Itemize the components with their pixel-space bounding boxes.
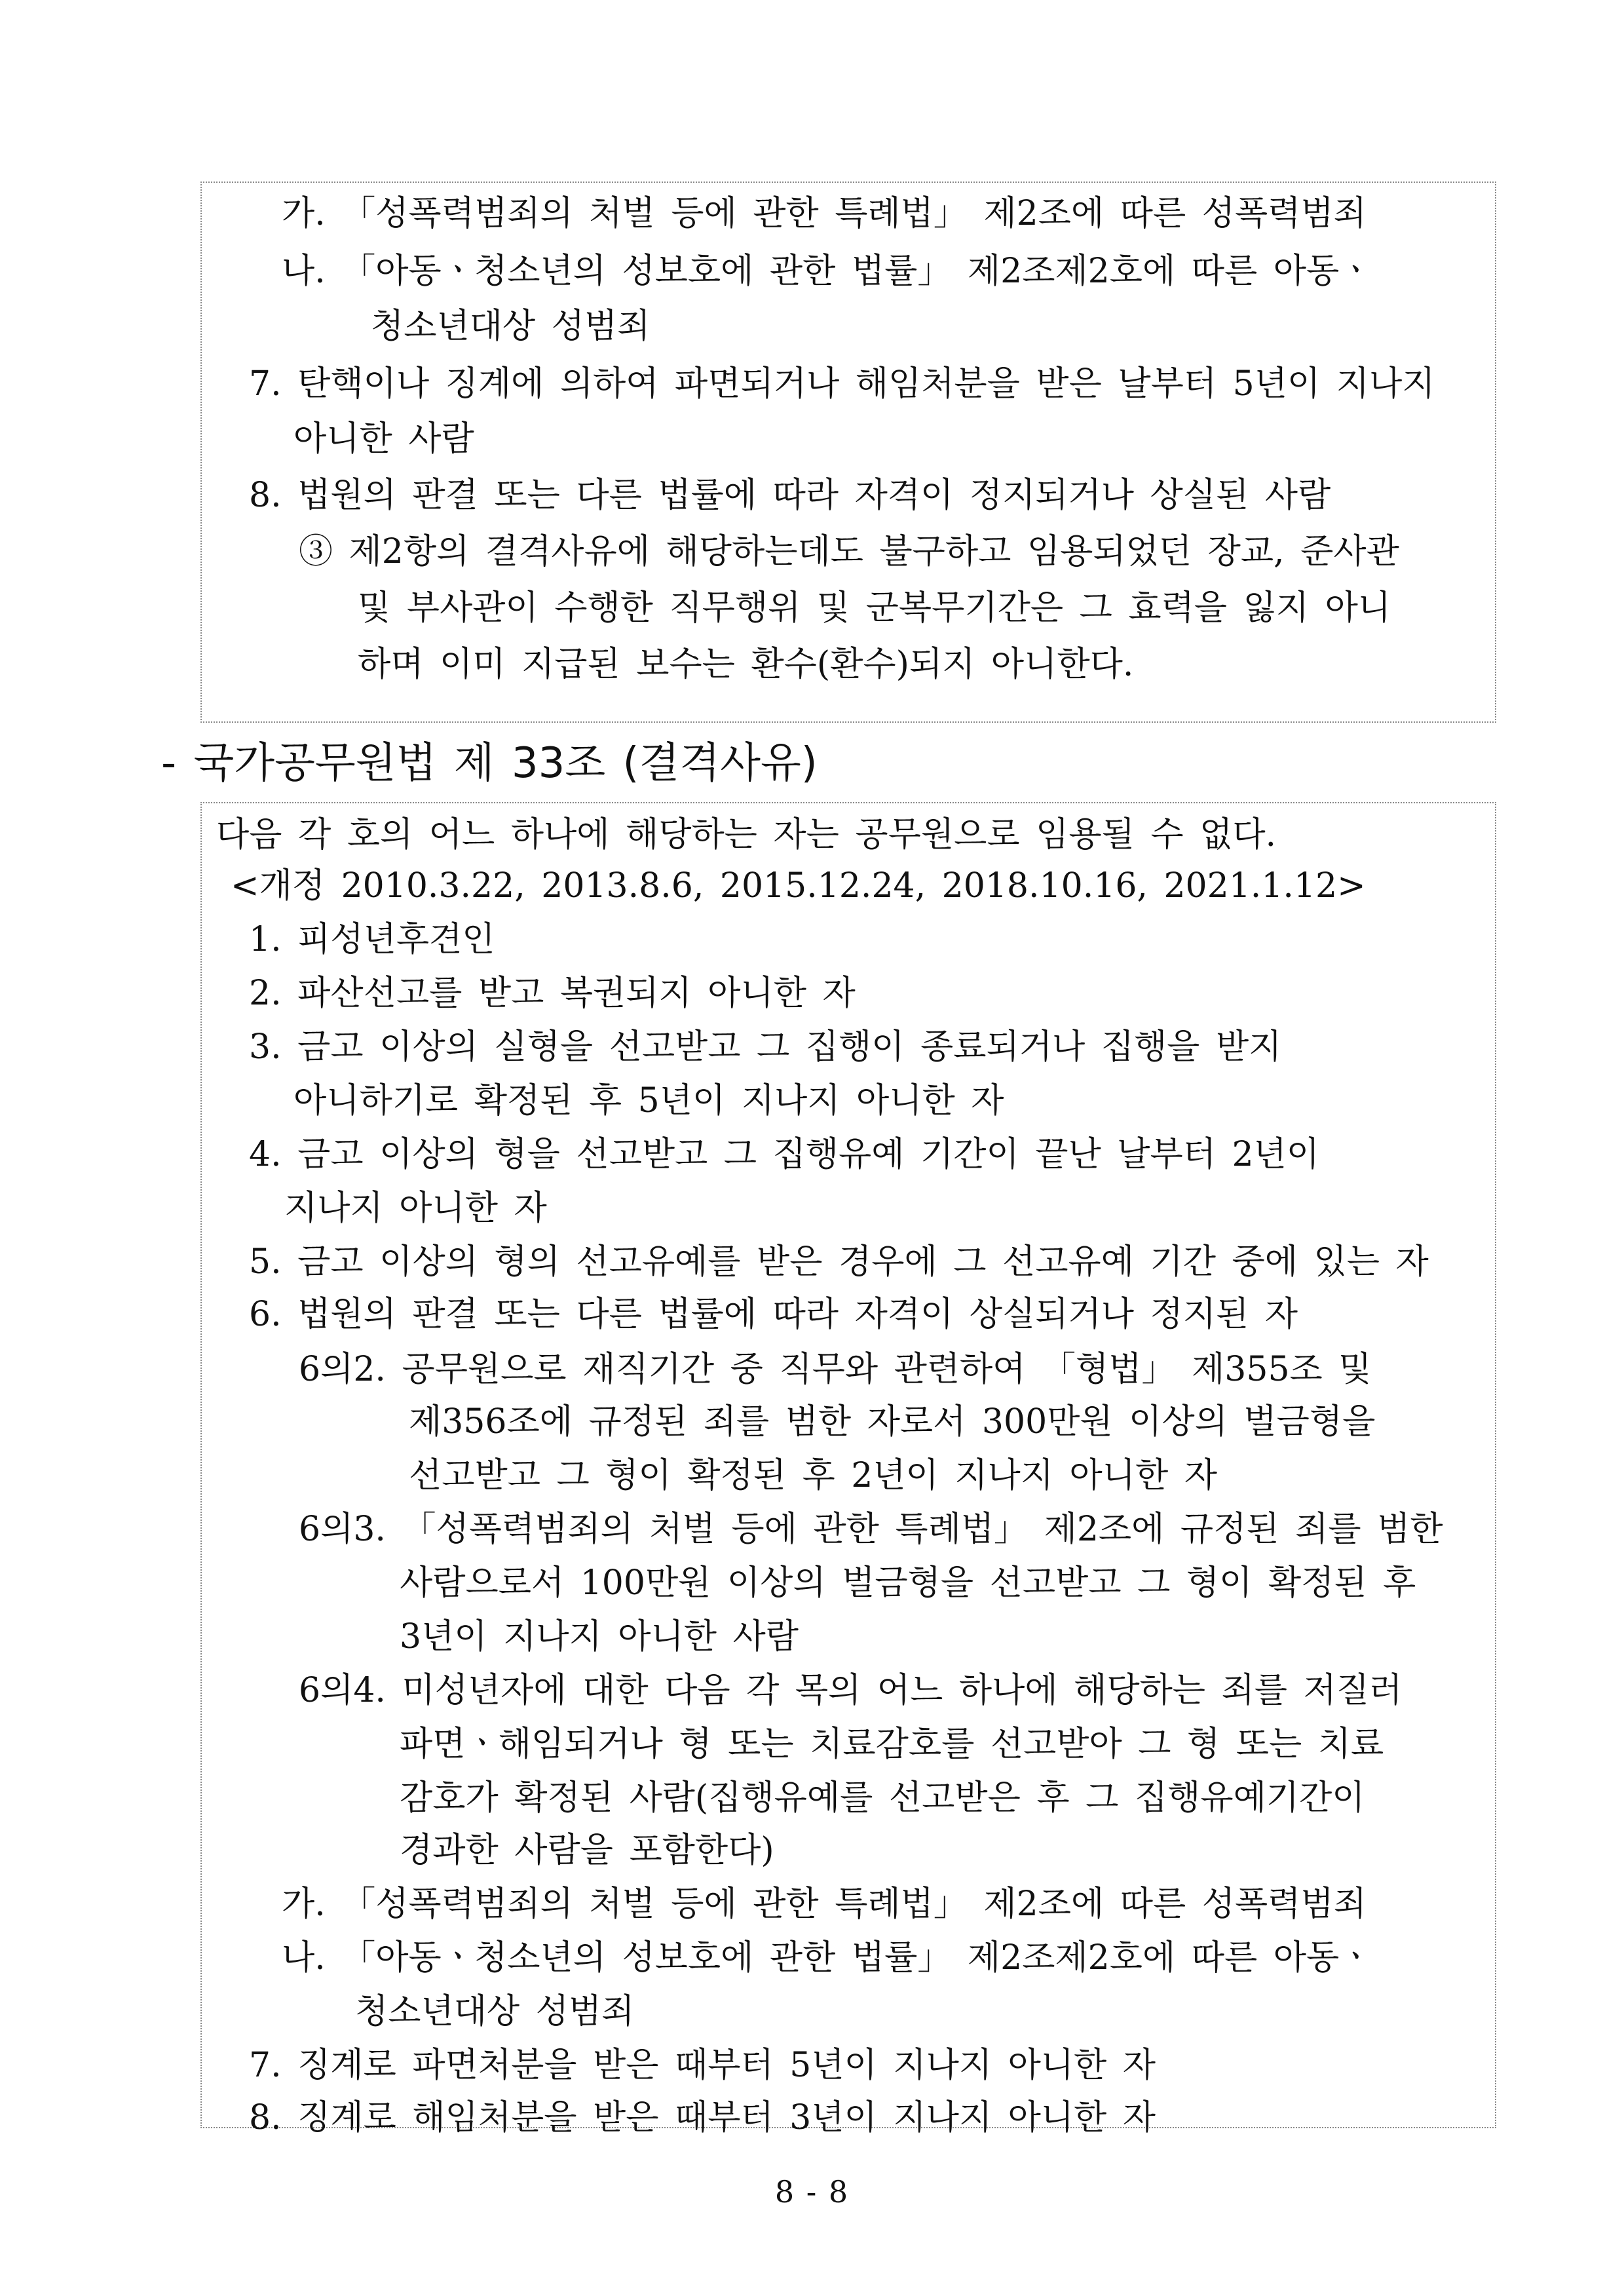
box2-item-6-3: 6의3. 「성폭력범죄의 처벌 등에 관한 특례법」 제2조에 규정된 죄를 범한: [299, 1510, 1443, 1549]
box1-paragraph-3-cont1: 및 부사관이 수행한 직무행위 및 군복무기간은 그 효력을 잃지 아니: [358, 588, 1391, 628]
box2-item-4: 4. 금고 이상의 형을 선고받고 그 집행유예 기간이 끝난 날부터 2년이: [249, 1135, 1320, 1174]
box2-item-6-4-cont3: 경과한 사람을 포함한다): [400, 1831, 774, 1870]
box2-item-7: 7. 징계로 파면처분을 받은 때부터 5년이 지나지 아니한 자: [249, 2046, 1156, 2085]
box2-item-4-cont: 지나지 아니한 자: [284, 1189, 547, 1228]
box2-item-na: 나. 「아동ㆍ청소년의 성보호에 관한 법률」 제2조제2호에 따른 아동ㆍ: [282, 1938, 1372, 1978]
box2-item-6-2-cont1: 제356조에 규정된 죄를 범한 자로서 300만원 이상의 벌금형을: [409, 1402, 1376, 1442]
box2-item-6-3-cont2: 3년이 지나지 아니한 사람: [400, 1617, 799, 1656]
box2-item-8: 8. 징계로 해임처분을 받은 때부터 3년이 지나지 아니한 자: [249, 2098, 1156, 2137]
box1-item-ga: 가. 「성폭력범죄의 처벌 등에 관한 특례법」 제2조에 따른 성폭력범죄: [282, 194, 1367, 233]
box1-item-7-cont: 아니한 사람: [293, 419, 474, 459]
box1-item-7: 7. 탄핵이나 징계에 의하여 파면되거나 해임처분을 받은 날부터 5년이 지나지: [249, 364, 1435, 404]
box1-item-8: 8. 법원의 판결 또는 다른 법률에 따라 자격이 정지되거나 상실된 사람: [249, 476, 1331, 515]
box1-paragraph-3-cont2: 하며 이미 지급된 보수는 환수(환수)되지 아니한다.: [358, 645, 1134, 684]
box2-item-6-4-cont2: 감호가 확정된 사람(집행유예를 선고받은 후 그 집행유예기간이: [400, 1778, 1365, 1818]
box1-item-na-cont: 청소년대상 성범죄: [371, 307, 651, 346]
box2-item-na-cont: 청소년대상 성범죄: [355, 1992, 635, 2031]
box2-item-2: 2. 파산선고를 받고 복권되지 아니한 자: [249, 974, 856, 1013]
box2-item-1: 1. 피성년후견인: [249, 920, 495, 959]
box2-item-6-3-cont1: 사람으로서 100만원 이상의 벌금형을 선고받고 그 형이 확정된 후: [400, 1563, 1416, 1603]
box2-item-6-2-cont2: 선고받고 그 형이 확정된 후 2년이 지나지 아니한 자: [409, 1456, 1217, 1495]
box2-item-6-4-cont1: 파면ㆍ해임되거나 형 또는 치료감호를 선고받아 그 형 또는 치료: [400, 1725, 1384, 1764]
box2-item-6-2: 6의2. 공무원으로 재직기간 중 직무와 관련하여 「형법」 제355조 및: [299, 1350, 1372, 1389]
box2-amendment-dates: <개정 2010.3.22, 2013.8.6, 2015.12.24, 2018.10.16, 2021.1.12>: [231, 866, 1366, 906]
box2-item-3: 3. 금고 이상의 실형을 선고받고 그 집행이 종료되거나 집행을 받지: [249, 1027, 1282, 1067]
box2-item-5: 5. 금고 이상의 형의 선고유예를 받은 경우에 그 선고유예 기간 중에 있는 자: [249, 1242, 1429, 1282]
page-number: 8 - 8: [774, 2174, 850, 2210]
box2-item-3-cont: 아니하기로 확정된 후 5년이 지나지 아니한 자: [293, 1081, 1004, 1120]
box2-intro: 다음 각 호의 어느 하나에 해당하는 자는 공무원으로 임용될 수 없다.: [216, 815, 1277, 854]
box2-item-ga: 가. 「성폭력범죄의 처벌 등에 관한 특례법」 제2조에 따른 성폭력범죄: [282, 1885, 1367, 1924]
box1-item-na: 나. 「아동ㆍ청소년의 성보호에 관한 법률」 제2조제2호에 따른 아동ㆍ: [282, 252, 1372, 291]
box1-paragraph-3: ③ 제2항의 결격사유에 해당하는데도 불구하고 임용되었던 장교, 준사관: [299, 532, 1399, 571]
box2-item-6-4: 6의4. 미성년자에 대한 다음 각 목의 어느 하나에 해당하는 죄를 저질러: [299, 1671, 1403, 1710]
box2-item-6: 6. 법원의 판결 또는 다른 법률에 따라 자격이 상실되거나 정지된 자: [249, 1295, 1298, 1334]
section-heading: - 국가공무원법 제 33조 (결격사유): [161, 739, 818, 788]
